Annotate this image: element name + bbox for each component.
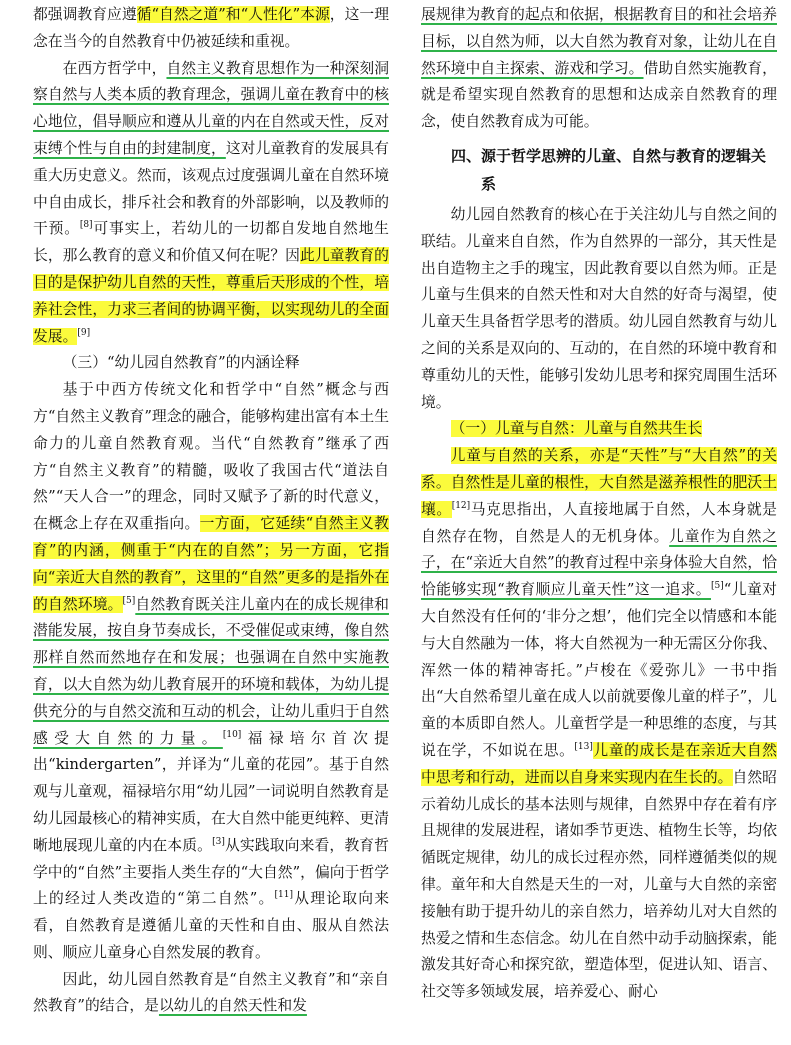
text-run: 自然昭示着幼儿成长的基本法则与规律，自然界中存在着有序且规律的发展进程，诸如季节更迭、植物生长等，均依循既定规律，幼儿的成长过程亦然，同样遵循类似的规律。童年和大自然是天生的一对，儿童与大自然的亲密接触有助于提升幼儿的亲自然力，培养幼儿对大自然的热爱之情和生态信念。幼儿在自然中动手动脑探索，能激发其好奇心和探究欲，塑造体型，促进认知、语言、社交等多领域发展，培养爱心、耐心 bbox=[421, 768, 777, 1001]
section-heading: 四、源于哲学思辨的儿童、自然与教育的逻辑关系 bbox=[451, 146, 767, 193]
text-run: 从实践取向来看，教育哲学中的“自然”主要指人类生存的“大自然”，偏向于哲学上的经过人类改造的“第二自然”。 bbox=[33, 836, 389, 908]
paragraph bbox=[33, 377, 389, 967]
text-run: 马克思指出，人直接地属于自然，人本身就是自然存在物，自然是人的无机身体。 bbox=[421, 500, 777, 545]
citation-ref: [5] bbox=[122, 595, 136, 606]
citation-ref: [13] bbox=[574, 742, 593, 752]
text-run: ，这一理念在当今的自然教育中仍被延续和重视。 bbox=[33, 6, 389, 50]
text-run: 因此，幼儿园自然教育是“自然主义教育”和“亲自然教育”的结合，是 bbox=[33, 970, 389, 1015]
text-run: 可事实上，若幼儿的一切都自发地自然地生长，那么教育的意义和价值又何在呢？因 bbox=[33, 220, 389, 265]
highlighted-text: 儿童与自然的关系，亦是“天性”与“大自然”的关系。自然性是儿童的根性，大自然是滋养根性的肥沃土壤。 bbox=[421, 447, 777, 518]
highlighted-text: 循“自然之道”和“人性化”本源 bbox=[136, 6, 330, 23]
text-run: 在西方哲学中， bbox=[62, 59, 167, 77]
citation-ref: [12] bbox=[451, 500, 471, 511]
highlighted-text: 一方面，它延续“自然主义教育”的内涵，侧重于“内在的自然”；另一方面，它指向“亲近大自然的教育”，这里的“自然”更多的是指外在的自然环境。 bbox=[33, 515, 389, 613]
paragraph bbox=[33, 56, 389, 351]
text-run: 借助自然实施教育，就是希望实现自然教育的思想和达成亲自然教育的理念，使自然教育成为可能。 bbox=[421, 59, 777, 131]
highlighted-text: 此儿童教育的目的是保护幼儿自然的天性，尊重后天形成的个性，培养社会性，力求三者间的协调平衡，以实现幼儿的全面发展。 bbox=[33, 247, 389, 345]
paragraph bbox=[421, 202, 777, 416]
underlined-text: 自然主义教育思想作为一种深刻洞察自然与人类本质的教育理念，强调儿童在教育中的核心地位，倡导顺应和遵从儿童的内在自然或天性，反对束缚个性与自由的封建制度， bbox=[33, 59, 389, 157]
underlined-text: 自然教育既关注儿童内在的成长规律和潜能发展，按自身节奏成长，不受催促或束缚，像自然那样自然而然地存在和发展；也强调在自然中实施教育，以大自然为幼儿教育展开的环境和载体，为幼儿提供充分的与自然交流和互动的机会，让幼儿重归于自然感受大自然的力量。 bbox=[33, 595, 389, 747]
underlined-text: 展规律为教育的起点和依据，根据教育目的和社会培养目标，以自然为师，以大自然为教育对象，让幼儿在自然环境中自主探索、游戏和学习。 bbox=[421, 6, 777, 77]
left-column bbox=[33, 2, 389, 1020]
citation-ref: [9] bbox=[77, 327, 91, 338]
text-run: “儿童对大自然没有任何的‘非分之想’，他们完全以情感和本能与大自然融为一体，将大自然视为一种无需区分你我、浑然一体的精神寄托。”卢梭在《爱弥儿》一书中指出“大自然希望儿童在成人以前就要像儿童的样子”，儿童的本质即自然人。儿童哲学是一种思维的态度，与其说在学，不如说在思。 bbox=[421, 581, 777, 759]
text-run: 福禄培尔首次提出“kindergarten”，并译为“儿童的花园”。基于自然观与儿童观，福禄培尔用“幼儿园”一词说明自然教育是幼儿园最核心的精神实质，在大自然中能更纯粹、更清晰地展现儿童的内在本质。 bbox=[33, 729, 389, 854]
citation-ref: [8] bbox=[79, 220, 93, 231]
underlined-text: 以幼儿的自然天性和发 bbox=[158, 997, 307, 1015]
subsection-heading-text: （一）儿童与自然：儿童与自然共生长 bbox=[450, 420, 703, 438]
text-run: 都强调教育应遵 bbox=[33, 6, 137, 23]
text-run: 幼儿园自然教育的核心在于关注幼儿与自然之间的联结。儿童来自自然，作为自然界的一部分，其天性是出自造物主之手的瑰宝，因此教育要以自然为师。正是儿童与生俱来的自然天性和对大自然的好奇与渴望，使儿童天生具备哲学思考的潜质。幼儿园自然教育与幼儿之间的关系是双向的、互动的，在自然的环境中教育和尊重幼儿的天性，能够引发幼儿思考和探究周围生活环境。 bbox=[421, 205, 777, 411]
paragraph bbox=[421, 443, 777, 1006]
text-run: 这对儿童教育的发展具有重大历史意义。然而，该观点过度强调儿童在自然环境中自由成长，排斥社会和教育的外部影响，以及教师的干预。 bbox=[33, 139, 389, 238]
citation-ref: [3] bbox=[212, 836, 225, 847]
text-run: 基于中西方传统文化和哲学中“自然”概念与西方“自然主义教育”理念的融合，能够构建出富有本土生命力的儿童自然教育观。当代“自然教育”继承了西方“自然主义教育”的精髓，吸收了我国古代“道法自然”“天人合一”的理念，同时又赋予了新的时代意义，在概念上存在双重指向。 bbox=[33, 381, 389, 533]
citation-ref: [11] bbox=[274, 890, 293, 901]
underlined-text: 儿童作为自然之子，在“亲近大自然”的教育过程中亲身体验大自然，恰恰能够实现“教育顺应儿童天性”这一追求。 bbox=[421, 527, 777, 599]
text-run: 从理论取向来看，自然教育是遵循儿童的天性和自由、服从自然法则、顺应儿童身心自然发展的教育。 bbox=[33, 890, 389, 961]
right-column bbox=[421, 2, 777, 1006]
paragraph bbox=[33, 2, 389, 56]
subsection-heading bbox=[421, 416, 777, 443]
citation-ref: [10] bbox=[222, 729, 242, 740]
paragraph bbox=[33, 967, 389, 1021]
citation-ref: [5] bbox=[711, 581, 724, 592]
highlighted-text: 儿童的成长是在亲近大自然中思考和行动，进而以自身来实现内在生长的。 bbox=[421, 741, 777, 786]
paragraph bbox=[421, 2, 777, 136]
subsection-heading: （三）“幼儿园自然教育”的内涵诠释 bbox=[62, 354, 300, 372]
